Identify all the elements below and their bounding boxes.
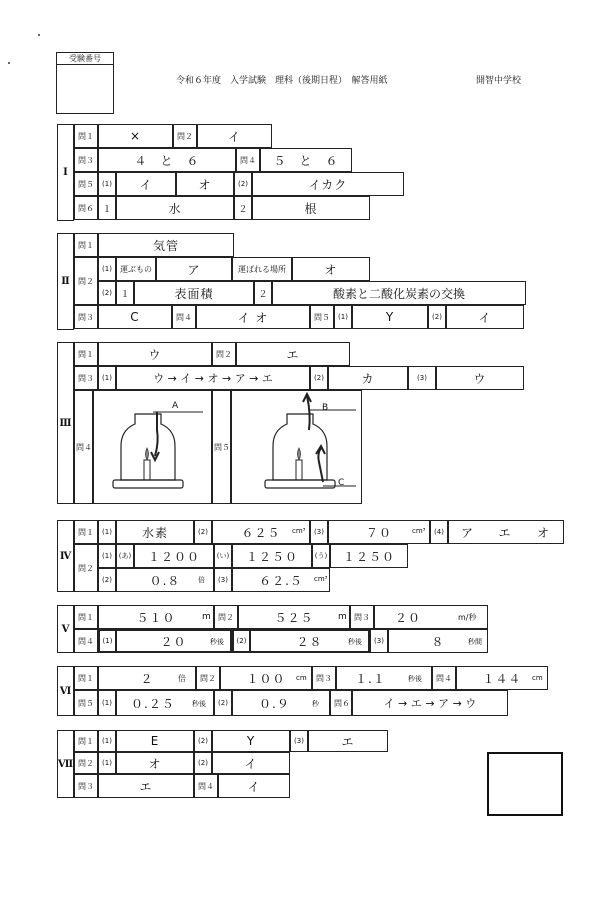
IV-q1-unit-3: cm³ xyxy=(412,527,426,535)
school-name: 開智中学校 xyxy=(476,76,522,86)
II-q4-answer[interactable]: イ オ xyxy=(196,305,310,329)
I-q6-n2: ２ xyxy=(234,196,252,220)
VII-q4-answer[interactable]: イ xyxy=(218,774,290,798)
IV-q2-u-answer[interactable]: １２５０ xyxy=(330,544,408,568)
II-q5-answer-2[interactable]: イ xyxy=(446,305,524,329)
II-q2-sub1: (1) xyxy=(98,257,116,281)
V-q4-answer-1[interactable]: ２０ xyxy=(116,629,232,653)
IV-q1-answer-3[interactable]: ７０ xyxy=(328,520,430,544)
III-q1-label: 問１ xyxy=(74,342,98,366)
V-q1-unit: m xyxy=(202,612,211,622)
III-q4-label: 問４ xyxy=(74,390,93,504)
III-q4-letter-A: A xyxy=(172,401,179,411)
IV-q2-unit-2: 倍 xyxy=(198,576,205,584)
VI-q5-answer-2[interactable]: ０.９ xyxy=(232,690,330,716)
V-q2-label: 問２ xyxy=(214,605,238,629)
VI-q3-answer[interactable]: １.１ xyxy=(336,666,432,690)
VI-q1-answer[interactable]: ２ xyxy=(98,666,196,690)
VI-q6-label: 問６ xyxy=(330,690,352,716)
IV-q1-answer-4a[interactable]: ア xyxy=(448,520,486,544)
V-q1-label: 問１ xyxy=(74,605,98,629)
III-q2-answer[interactable]: エ xyxy=(236,342,350,366)
III-q2-label: 問２ xyxy=(212,342,236,366)
VI-q2-answer[interactable]: １００ xyxy=(220,666,312,690)
III-q3-label: 問３ xyxy=(74,366,98,390)
I-q5-answer-c[interactable]: イカク xyxy=(252,172,404,196)
VII-q1-label: 問１ xyxy=(74,730,98,752)
III-q5-letter-C: C xyxy=(338,478,345,488)
VI-q2-label: 問２ xyxy=(196,666,220,690)
III-q5-letter-B: B xyxy=(322,403,329,413)
VI-q5-unit-2: 秒 xyxy=(312,700,319,708)
II-q2-label: 問２ xyxy=(74,257,98,305)
section-V-numeral: Ⅴ xyxy=(57,605,74,653)
I-q5-label: 問５ xyxy=(74,172,98,196)
IV-q2-unit-3: cm³ xyxy=(314,575,328,583)
VI-q5-unit-1: 秒後 xyxy=(192,700,206,708)
III-q3-answer-1[interactable]: ウ → イ → オ → ア → エ xyxy=(116,366,310,390)
IV-q1-sub4: (4) xyxy=(430,520,448,544)
IV-q2-sub2: (2) xyxy=(98,568,116,592)
V-q3-answer[interactable]: ２０ xyxy=(374,605,488,629)
VII-q1-sub1: (1) xyxy=(98,730,116,752)
IV-q2-sub1: (1) xyxy=(98,544,116,568)
V-q4-unit-2: 秒後 xyxy=(348,638,362,646)
IV-q1-sub3: (3) xyxy=(310,520,328,544)
III-q1-answer[interactable]: ウ xyxy=(98,342,212,366)
II-q2-place-answer[interactable]: オ xyxy=(292,257,370,281)
VII-q2-sub1: (1) xyxy=(98,752,116,774)
II-q5-sub2: (2) xyxy=(428,305,446,329)
II-q1-label: 問１ xyxy=(74,233,98,257)
VII-q2-sub2: (2) xyxy=(194,752,212,774)
exam-number-label: 受験番号 xyxy=(56,52,114,65)
I-q3-label: 問３ xyxy=(74,148,98,172)
VI-q4-unit: cm xyxy=(532,674,543,682)
I-q1-answer[interactable]: × xyxy=(98,124,173,148)
VII-q1-sub2: (2) xyxy=(194,730,212,752)
IV-q2-answer-3[interactable]: ６２.５ xyxy=(232,568,330,592)
II-q5-answer-1[interactable]: Y xyxy=(352,305,428,329)
III-q3-answer-2[interactable]: カ xyxy=(328,366,408,390)
VI-q5-sub2: (2) xyxy=(214,690,232,716)
VI-q2-unit: cm xyxy=(296,674,307,682)
VI-q5-sub1: (1) xyxy=(98,690,116,716)
section-III-numeral: Ⅲ xyxy=(57,342,74,504)
V-q1-answer[interactable]: ５１０ xyxy=(98,605,214,629)
VI-q6-answer[interactable]: イ → エ → ア → ウ xyxy=(352,690,508,716)
IV-q1-answer-4b[interactable]: エ xyxy=(486,520,524,544)
III-q3-sub1: (1) xyxy=(98,366,116,390)
III-q5-label: 問５ xyxy=(212,390,231,504)
II-q2-answer-2[interactable]: 酸素と二酸化炭素の交換 xyxy=(272,281,526,305)
IV-q2-sub3: (3) xyxy=(214,568,232,592)
III-q4-candle-jar-drawing xyxy=(93,390,212,504)
section-I-numeral: Ⅰ xyxy=(57,124,74,221)
V-q4-sub1: (1) xyxy=(98,629,116,653)
II-q2-n1: １ xyxy=(116,281,134,305)
II-q2-carry-answer[interactable]: ア xyxy=(156,257,232,281)
III-q3-sub3: (3) xyxy=(408,366,436,390)
III-q3-sub2: (2) xyxy=(310,366,328,390)
II-q2-carry-label: 運ぶもの xyxy=(116,257,156,281)
I-q2-label: 問２ xyxy=(173,124,197,148)
II-q4-label: 問４ xyxy=(172,305,196,329)
section-IV-numeral: Ⅳ xyxy=(57,520,74,592)
VI-q1-unit: 倍 xyxy=(178,674,186,683)
I-q2-answer[interactable]: イ xyxy=(197,124,272,148)
VII-q1-answer-2[interactable]: Y xyxy=(212,730,290,752)
IV-q2-i-label: (い) xyxy=(214,544,232,568)
VI-q1-label: 問１ xyxy=(74,666,98,690)
V-q4-sub2: (2) xyxy=(232,629,250,653)
IV-q1-answer-4c[interactable]: オ xyxy=(524,520,564,544)
V-q4-sub3: (3) xyxy=(370,629,388,653)
V-q4-unit-3: 秒間 xyxy=(468,638,482,646)
I-q5-sub2: (2) xyxy=(234,172,252,196)
I-q5-answer-b[interactable]: オ xyxy=(176,172,234,196)
III-q3-answer-3[interactable]: ウ xyxy=(436,366,524,390)
I-q5-sub1: (1) xyxy=(98,172,116,196)
V-q4-label: 問４ xyxy=(74,629,98,653)
scan-dot xyxy=(8,62,10,64)
V-q2-answer[interactable]: ５２５ xyxy=(238,605,350,629)
V-q2-unit: m xyxy=(338,612,347,622)
V-q4-answer-2[interactable]: ２８ xyxy=(250,629,370,653)
II-q2-sub2: (2) xyxy=(98,281,116,305)
IV-q2-answer-2[interactable]: ０.８ xyxy=(116,568,214,592)
score-box[interactable] xyxy=(487,752,563,816)
VI-q3-label: 問３ xyxy=(312,666,336,690)
II-q2-n2: ２ xyxy=(254,281,272,305)
VI-q4-answer[interactable]: １４４ xyxy=(456,666,548,690)
V-q4-answer-3[interactable]: ８ xyxy=(388,629,488,653)
VI-q5-answer-1[interactable]: ０.２５ xyxy=(116,690,214,716)
VII-q1-answer-3[interactable]: エ xyxy=(308,730,388,752)
IV-q1-answer-1[interactable]: 水素 xyxy=(116,520,194,544)
V-q4-unit-1: 秒後 xyxy=(210,638,224,646)
I-q6-answer-2[interactable]: 根 xyxy=(252,196,370,220)
IV-q2-u-label: (う) xyxy=(312,544,330,568)
VI-q3-unit: 秒後 xyxy=(408,675,422,683)
IV-q1-unit-2: cm³ xyxy=(292,527,306,535)
section-VI-numeral: Ⅵ xyxy=(57,666,74,716)
I-q4-answer[interactable]: ５ と ６ xyxy=(260,148,352,172)
II-q3-answer[interactable]: C xyxy=(98,305,172,329)
I-q5-answer-a[interactable]: イ xyxy=(116,172,176,196)
II-q3-label: 問３ xyxy=(74,305,98,329)
section-VII-numeral: Ⅶ xyxy=(57,730,74,798)
II-q1-answer[interactable]: 気管 xyxy=(98,233,234,257)
VII-q3-answer[interactable]: エ xyxy=(98,774,194,798)
VII-q1-answer-1[interactable]: E xyxy=(116,730,194,752)
IV-q2-a-label: (あ) xyxy=(116,544,134,568)
VI-q5-label: 問５ xyxy=(74,690,98,716)
I-q6-label: 問６ xyxy=(74,196,98,220)
section-II-numeral: Ⅱ xyxy=(57,233,74,330)
IV-q2-a-answer[interactable]: １２００ xyxy=(134,544,214,568)
IV-q1-sub1: (1) xyxy=(98,520,116,544)
VII-q1-sub3: (3) xyxy=(290,730,308,752)
IV-q2-label: 問２ xyxy=(74,544,98,592)
II-q2-place-label: 運ばれる場所 xyxy=(232,257,292,281)
VII-q4-label: 問４ xyxy=(194,774,218,798)
IV-q2-i-answer[interactable]: １２５０ xyxy=(232,544,312,568)
II-q5-label: 問５ xyxy=(310,305,334,329)
I-q4-label: 問４ xyxy=(236,148,260,172)
I-q6-answer-1[interactable]: 水 xyxy=(116,196,234,220)
V-q3-unit: m/秒 xyxy=(458,613,477,622)
IV-q1-label: 問１ xyxy=(74,520,98,544)
VII-q2-answer-2[interactable]: イ xyxy=(212,752,290,774)
page-title: 令和６年度 入学試験 理科（後期日程） 解答用紙 xyxy=(176,76,388,86)
IV-q1-answer-2[interactable]: ６２５ xyxy=(212,520,310,544)
VII-q2-answer-1[interactable]: オ xyxy=(116,752,194,774)
I-q6-n1: １ xyxy=(98,196,116,220)
IV-q1-sub2: (2) xyxy=(194,520,212,544)
I-q3-answer[interactable]: ４ と ６ xyxy=(98,148,236,172)
VII-q2-label: 問２ xyxy=(74,752,98,774)
II-q5-sub1: (1) xyxy=(334,305,352,329)
V-q3-label: 問３ xyxy=(350,605,374,629)
I-q1-label: 問１ xyxy=(74,124,98,148)
II-q2-answer-1[interactable]: 表面積 xyxy=(134,281,254,305)
scan-dot xyxy=(38,34,40,36)
VI-q4-label: 問４ xyxy=(432,666,456,690)
VII-q3-label: 問３ xyxy=(74,774,98,798)
